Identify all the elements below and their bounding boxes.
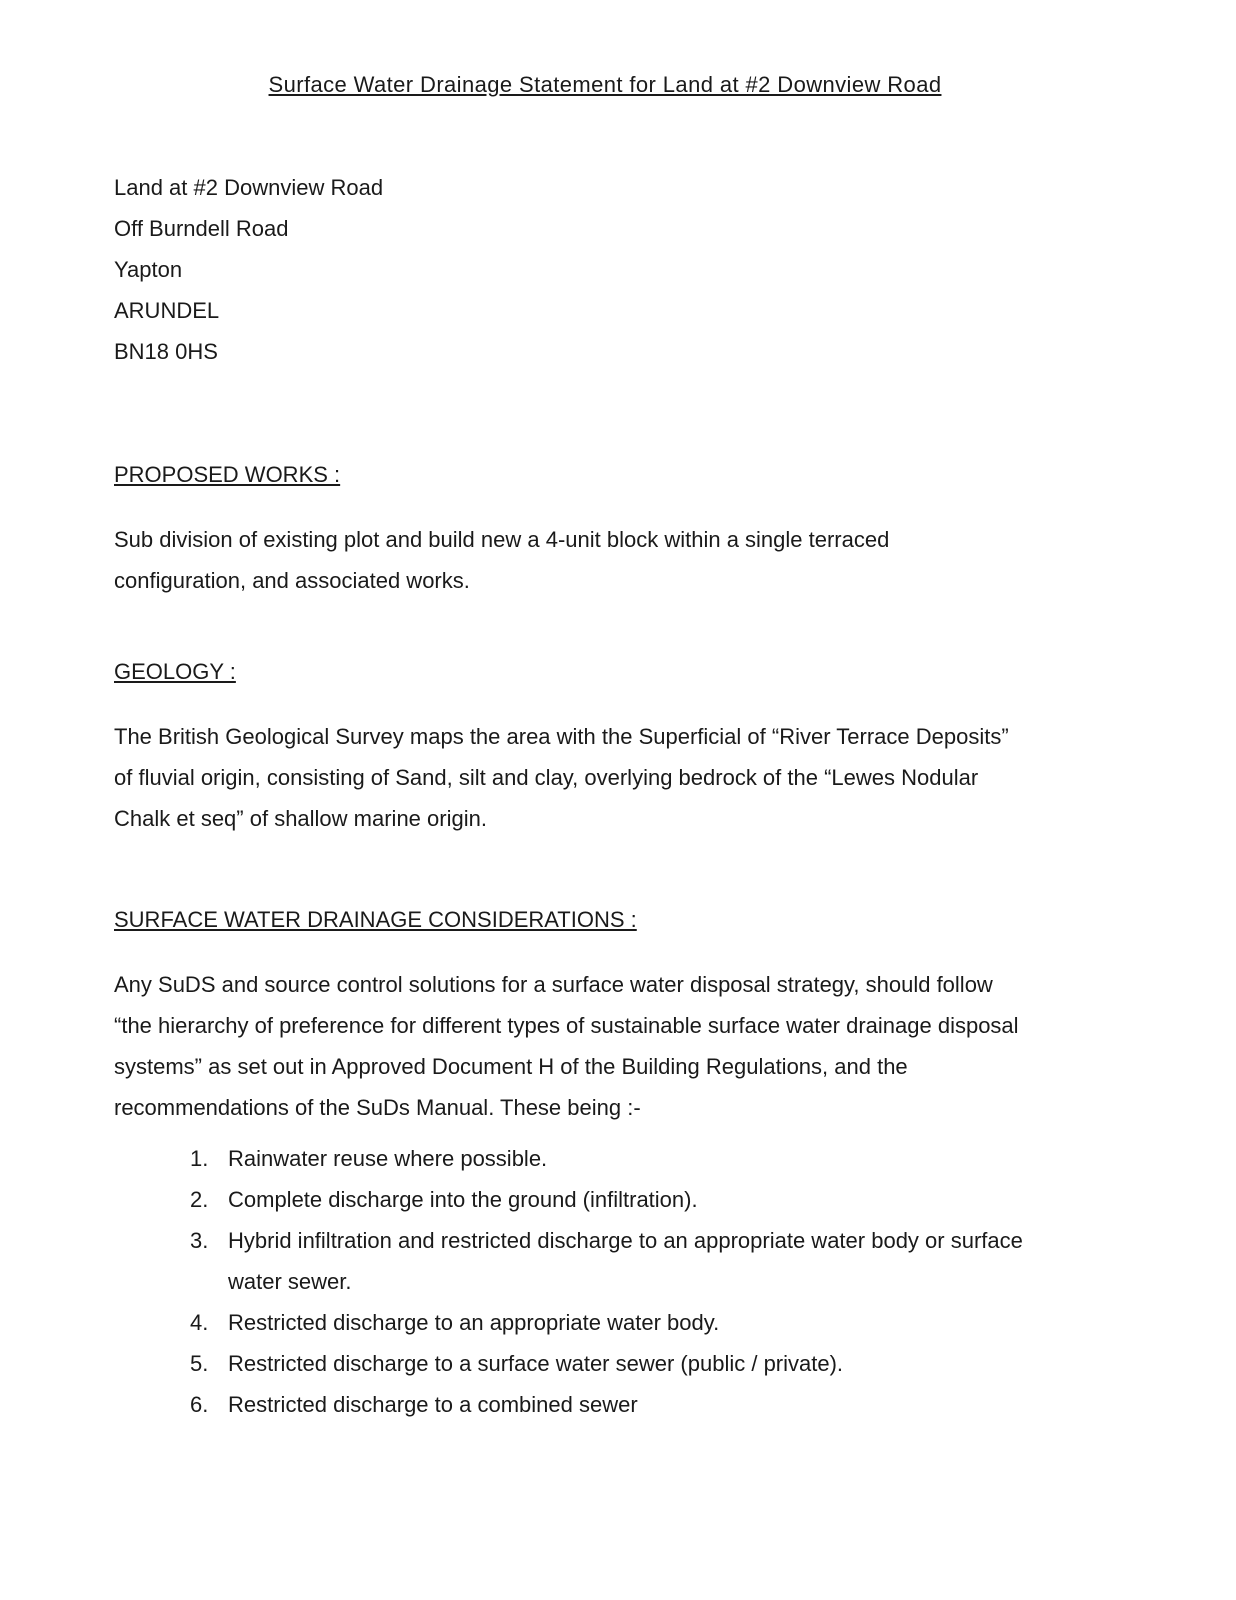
list-item <box>190 1310 719 1336</box>
list-text: Restricted discharge to an appropriate water body. <box>228 1310 720 1335</box>
list-number: 5. <box>190 1351 209 1376</box>
list-text: Rainwater reuse where possible. <box>228 1146 548 1171</box>
list-number: 3. <box>190 1228 209 1253</box>
proposed-works-heading: PROPOSED WORKS : <box>114 462 341 487</box>
list-text: Hybrid infiltration and restricted discharge to an appropriate water body or surface <box>228 1228 1023 1253</box>
address-line: Land at #2 Downview Road <box>114 175 384 200</box>
paragraph-line: configuration, and associated works. <box>114 568 470 593</box>
list-item <box>190 1228 1023 1254</box>
list-item <box>190 1351 843 1377</box>
list-text-continuation: water sewer. <box>228 1269 352 1294</box>
list-number: 4. <box>190 1310 209 1335</box>
list-text: Complete discharge into the ground (infiltration). <box>228 1187 698 1212</box>
paragraph-line: Sub division of existing plot and build new a 4-unit block within a single terraced <box>114 527 890 552</box>
drainage-heading: SURFACE WATER DRAINAGE CONSIDERATIONS : <box>114 907 637 932</box>
list-item <box>190 1187 698 1213</box>
address-line: BN18 0HS <box>114 339 218 364</box>
list-item <box>190 1392 638 1418</box>
paragraph-line: systems” as set out in Approved Document H of the Building Regulations, and the <box>114 1054 908 1079</box>
paragraph-line: Chalk et seq” of shallow marine origin. <box>114 806 487 831</box>
geology-heading: GEOLOGY : <box>114 659 236 684</box>
paragraph-line: “the hierarchy of preference for different types of sustainable surface water drainage disposal <box>114 1013 1019 1038</box>
list-text: Restricted discharge to a combined sewer <box>228 1392 638 1417</box>
paragraph-line: Any SuDS and source control solutions for a surface water disposal strategy, should follow <box>114 972 993 997</box>
list-text: Restricted discharge to a surface water sewer (public / private). <box>228 1351 844 1376</box>
address-line: ARUNDEL <box>114 298 220 323</box>
list-number: 1. <box>190 1146 209 1171</box>
paragraph-line: of fluvial origin, consisting of Sand, silt and clay, overlying bedrock of the “Lewes Nodular <box>114 765 979 790</box>
document-title: Surface Water Drainage Statement for Land at #2 Downview Road <box>268 72 942 97</box>
address-line: Yapton <box>114 257 183 282</box>
paragraph-line: recommendations of the SuDs Manual. These being :- <box>114 1095 641 1120</box>
list-item <box>190 1146 547 1172</box>
paragraph-line: The British Geological Survey maps the area with the Superficial of “River Terrace Deposits” <box>114 724 1009 749</box>
list-number: 6. <box>190 1392 209 1417</box>
address-line: Off Burndell Road <box>114 216 289 241</box>
list-number: 2. <box>190 1187 209 1212</box>
